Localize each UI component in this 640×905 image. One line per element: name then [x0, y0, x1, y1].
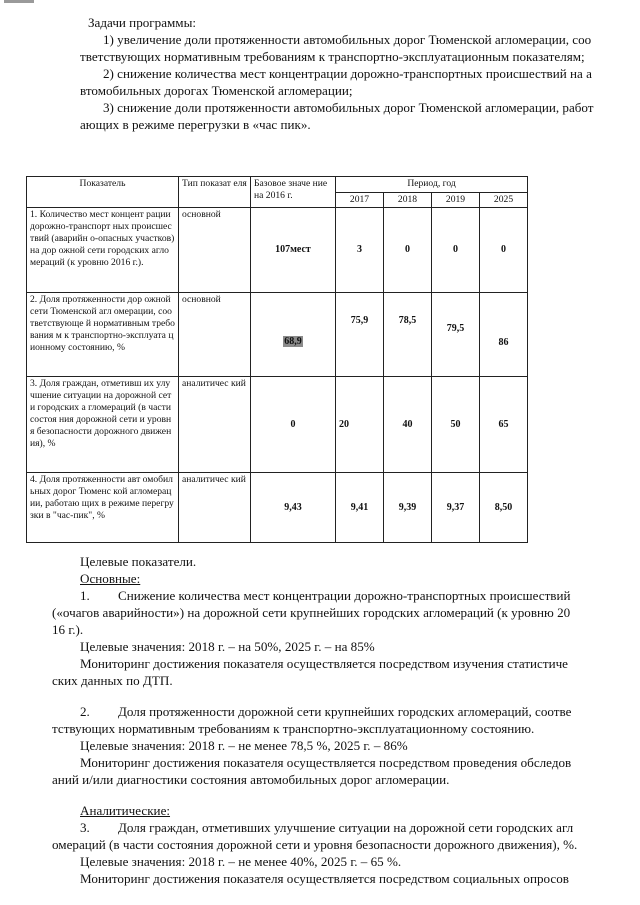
analytic-indicators-label: Аналитические: [80, 803, 171, 818]
item-2-number: 2. [80, 704, 90, 719]
row-2-2018: 78,5 [384, 293, 432, 377]
indicators-table [26, 176, 528, 543]
row-1-2018: 0 [384, 208, 432, 293]
task-1-line-2: тветствующих нормативным требованиям к транспортно-эксплуатационным показателям; [80, 49, 585, 64]
item-1-line-3: 16 г.). [52, 622, 84, 637]
row-2-2019: 79,5 [432, 293, 480, 377]
row-2-base-cell [251, 293, 336, 377]
header-year-2018: 2018 [384, 193, 432, 208]
row-3-base: 0 [251, 377, 336, 473]
row-4-2019: 9,37 [432, 473, 480, 543]
main-indicators-label: Основные: [80, 571, 141, 586]
item-2-line-1: Доля протяженности дорожной сети крупнейших городских агломераций, соотве [118, 704, 572, 719]
task-3-line-2: ающих в режиме перегрузки в «час пик». [80, 117, 311, 132]
targets-heading: Целевые показатели. [80, 554, 197, 569]
row-1-indicator: 1. Количество мест концент рации дорожно-транспорт ных происшествий (аварийн о-опасных участков) на дор ожной сети городских агло мераций (к уровню 2016 г.). [27, 208, 179, 293]
task-3-line-1: 3) снижение доли протяженности автомобильных дорог Тюменской агломерации, работ [103, 100, 594, 115]
row-1-2025: 0 [480, 208, 528, 293]
row-4-2017: 9,41 [336, 473, 384, 543]
item-1-line-1: Снижение количества мест концентрации дорожно-транспортных происшествий [118, 588, 571, 603]
task-2-line-2: втомобильных дорогах Тюменской агломерации; [80, 83, 353, 98]
row-2-base: 68,9 [284, 336, 302, 347]
table-row [27, 473, 528, 543]
item-2-line-2: тствующих нормативным требованиям к транспортно-эксплуатационному состоянию. [52, 721, 535, 736]
row-2-indicator: 2. Доля протяженности дор ожной сети Тюменской агл омерации, соответствующе й нормативным требования м к транспортно-эксплуата ционному состоянию, % [27, 293, 179, 377]
row-3-indicator: 3. Доля граждан, отметивш их улучшение ситуации на дорожной сети городских а гломераций (в части состоя ния дорожной сети и уровн я безопасности дорожного движения), % [27, 377, 179, 473]
task-2-line-1: 2) снижение количества мест концентрации дорожно-транспортных происшествий на а [103, 66, 592, 81]
row-1-base: 107мест [251, 208, 336, 293]
item-2-monitoring-1: Мониторинг достижения показателя осуществляется посредством проведения обследов [80, 755, 572, 770]
table-row [27, 293, 528, 377]
row-4-2018: 9,39 [384, 473, 432, 543]
row-3-2025: 65 [480, 377, 528, 473]
item-3-monitoring-1: Мониторинг достижения показателя осуществляется посредством социальных опросов [80, 871, 569, 886]
row-2-2025: 86 [480, 293, 528, 377]
header-type: Тип показат еля [179, 177, 251, 208]
item-3-number: 3. [80, 820, 90, 835]
header-indicator: Показатель [27, 177, 179, 208]
header-period: Период, год [336, 177, 528, 193]
item-2-target-values: Целевые значения: 2018 г. – не менее 78,5 %, 2025 г. – 86% [80, 738, 408, 753]
item-2-monitoring-2: аний и/или диагностики состояния автомобильных дорог агломерации. [52, 772, 450, 787]
item-1-monitoring-1: Мониторинг достижения показателя осуществляется посредством изучения статистиче [80, 656, 568, 671]
row-3-2019: 50 [432, 377, 480, 473]
row-2-type: основной [179, 293, 251, 377]
tasks-heading: Задачи программы: [88, 15, 197, 30]
header-year-2017: 2017 [336, 193, 384, 208]
row-4-2025: 8,50 [480, 473, 528, 543]
header-year-2019: 2019 [432, 193, 480, 208]
table-row [27, 208, 528, 293]
item-1-monitoring-2: ских данных по ДТП. [52, 673, 173, 688]
row-4-type: аналитичес кий [179, 473, 251, 543]
row-3-2017: 20 [336, 377, 384, 473]
row-1-2019: 0 [432, 208, 480, 293]
item-3-line-1: Доля граждан, отметивших улучшение ситуации на дорожной сети городских агл [118, 820, 574, 835]
item-1-target-values: Целевые значения: 2018 г. – на 50%, 2025 г. – на 85% [80, 639, 375, 654]
row-4-indicator: 4. Доля протяженности авт омобильных дорог Тюменс кой агломерации, работаю щих в режиме перегрузки в "час-пик", % [27, 473, 179, 543]
item-3-target-values: Целевые значения: 2018 г. – не менее 40%, 2025 г. – 65 %. [80, 854, 402, 869]
task-1-line-1: 1) увеличение доли протяженности автомобильных дорог Тюменской агломерации, соо [103, 32, 592, 47]
table-row [27, 377, 528, 473]
scan-corner-mark [4, 0, 34, 3]
row-2-2017: 75,9 [336, 293, 384, 377]
row-1-type: основной [179, 208, 251, 293]
row-1-2017: 3 [336, 208, 384, 293]
item-3-line-2: омераций (в части состояния дорожной сети и уровня безопасности дорожного движения), %. [52, 837, 578, 852]
header-year-2025: 2025 [480, 193, 528, 208]
row-3-2018: 40 [384, 377, 432, 473]
item-1-line-2: («очагов аварийности») на дорожной сети крупнейших городских агломераций (к уровню 20 [52, 605, 571, 620]
row-3-type: аналитичес кий [179, 377, 251, 473]
item-1-number: 1. [80, 588, 90, 603]
header-base-value: Базовое значе ние на 2016 г. [251, 177, 336, 208]
row-4-base: 9,43 [251, 473, 336, 543]
